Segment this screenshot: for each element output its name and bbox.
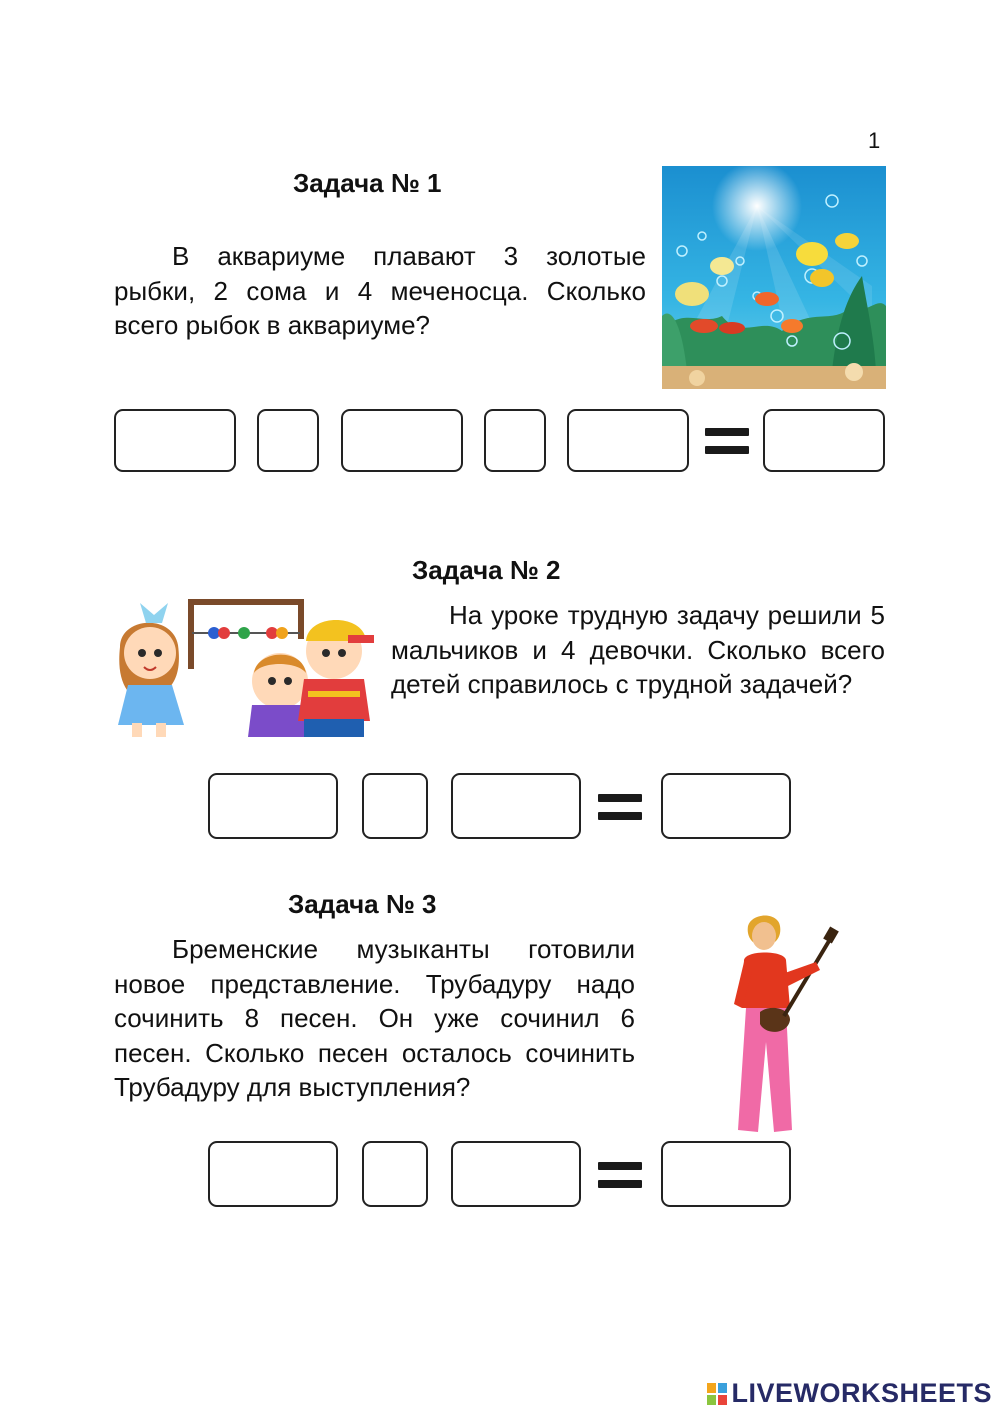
task-3-text: Бременские музыканты готовили новое представление. Трубадуру надо сочинить 8 песен. Он уже сочинил 6 песен. Сколько песен осталось сочинить Трубадуру для выступления? <box>114 934 635 1102</box>
aquarium-illustration <box>662 166 886 389</box>
answer-box-3-1[interactable] <box>208 1141 338 1207</box>
answer-box-3-2[interactable] <box>451 1141 581 1207</box>
task-2-text: На уроке трудную задачу решили 5 мальчиков и 4 девочки. Сколько всего детей справилось с трудной задачей? <box>391 600 885 699</box>
operator-box-1-2[interactable] <box>484 409 546 472</box>
answer-box-1-2[interactable] <box>341 409 463 472</box>
liveworksheets-logo[interactable] <box>707 1378 992 1409</box>
troubadour-illustration <box>730 912 840 1137</box>
operator-box-1-1[interactable] <box>257 409 319 472</box>
kids-with-abacus-illustration <box>112 595 380 743</box>
equals-sign <box>705 424 749 458</box>
page-number: 1 <box>868 128 881 153</box>
operator-box-2-1[interactable] <box>362 773 428 839</box>
operator-box-3-1[interactable] <box>362 1141 428 1207</box>
answer-box-2-2[interactable] <box>451 773 581 839</box>
task-3-title: Задача № 3 <box>288 889 437 919</box>
equals-sign <box>598 790 642 824</box>
task-1-title: Задача № 1 <box>293 168 442 198</box>
task-2-title: Задача № 2 <box>412 555 561 585</box>
liveworksheets-logo-icon <box>707 1383 727 1405</box>
task-1-text: В аквариуме плавают 3 золотые рыбки, 2 сома и 4 меченосца. Сколько всего рыбок в аквариуме? <box>114 241 646 340</box>
result-box-3[interactable] <box>661 1141 791 1207</box>
result-box-2[interactable] <box>661 773 791 839</box>
result-box-1[interactable] <box>763 409 885 472</box>
answer-box-2-1[interactable] <box>208 773 338 839</box>
answer-box-1-1[interactable] <box>114 409 236 472</box>
liveworksheets-logo-text: LIVEWORKSHEETS <box>731 1378 992 1408</box>
answer-box-1-3[interactable] <box>567 409 689 472</box>
equals-sign <box>598 1158 642 1192</box>
